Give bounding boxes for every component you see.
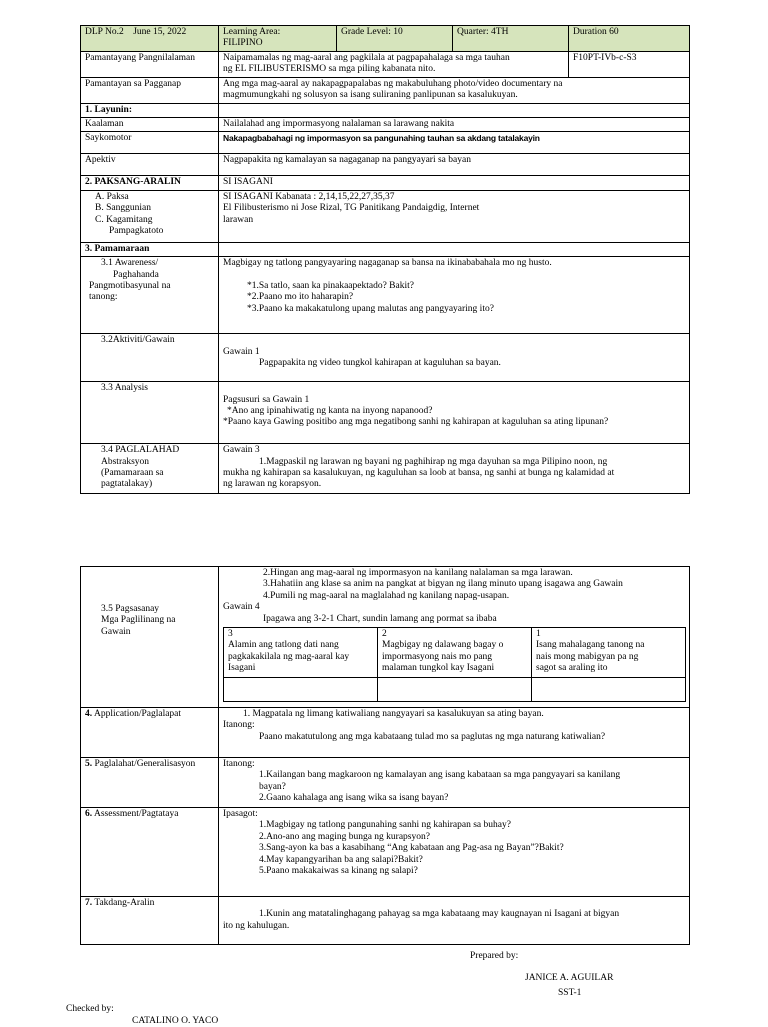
checked-by-label: Checked by: — [66, 1004, 114, 1014]
chart-321-header-row — [224, 627, 686, 677]
duration-cell: Duration 60 — [569, 26, 690, 52]
chart-321-table — [223, 627, 686, 702]
lesson-plan-table-2 — [80, 566, 690, 945]
chart-col-3: 3 Alamin ang tatlong dati nang pagkakakilala ng mag-aaral kay Isagani — [224, 627, 378, 677]
chart-col-2: 2 Magbigay ng dalawang bagay o impormasyong nais mo pang malaman tungkol kay Isagani — [378, 627, 532, 677]
pamantayang-pangnilalaman-row: Pamantayang Pangnilalaman Naipamamalas ng mag-aaral ang pagkilala at pagpapahalaga sa mga tauhan ng EL FILIBUSTERISMO sa mga piling kabanata nito. F10PT-IVb-c-S3 — [81, 52, 690, 78]
prepared-by-label: Prepared by: — [470, 951, 519, 961]
preparer-name: JANICE A. AGUILAR — [525, 973, 614, 983]
kaalaman-row: Kaalaman Nailalahad ang impormasyong nalalaman sa larawang nakita — [81, 117, 690, 131]
quarter-cell: Quarter: 4TH — [453, 26, 569, 52]
pamantayan-sa-pagganap-row: Pamantayan sa Pagganap Ang mga mag-aaral ay nakapagpapalabas ng makabuluhang photo/video documentary na magmumungkahi ng solusyon sa isang suliraning panlipunan sa kasalukuyan. — [81, 77, 690, 103]
preparer-position: SST-1 — [558, 988, 582, 998]
apektiv-row: Apektiv Nagpapakita ng kamalayan sa nagaganap na pangyayari sa bayan — [81, 154, 690, 176]
layunin-row: 1. Layunin: — [81, 103, 690, 117]
dlp-cell: DLP No.2 June 15, 2022 — [81, 26, 219, 52]
paksa-row: A. Paksa B. Sanggunian C. Kagamitang Pampagkatoto SI ISAGANI Kabanata : 2,14,15,22,27,35,37 El Filibusterismo ni Jose Rizal, TG Panitikang Pandaigdig, Internet larawan — [81, 190, 690, 242]
pagsasanay-row: 3.5 Pagsasanay Mga Paglilinang na Gawain 2.Hingan ang mag-aaral ng impormasyon na kanilang nalalaman sa mga larawan. 3.Hahatiin ang klase sa anim na pangkat at bigyan ng ilang minuto upang isagawa ang Gawain 4.Pumili ng mag-aaral na maglalahad ng kanilang napag-usapan. Gawain 4 Ipagawa ang 3-2-1 Chart, sundin lamang ang pormat sa ibaba 3 Alamin ang tatlong dati nang pagkakakilala ng mag-aaral kay Isagani 2 Magbigay ng dalawang bagay o impormasyong nais mo pang malaman tungkol kay Isagani 1 Isang mahalagang tanong na nais mong mabigyan pa ng sagot sa araling ito — [81, 567, 690, 708]
grade-level-cell: Grade Level: 10 — [337, 26, 453, 52]
application-row: 4. Application/Paglalapat 1. Magpatala ng limang katiwaliang nangyayari sa kasalukuyan sa ating bayan. Itanong: Paano makatutulong ang mga kabataang tulad mo sa paglutas ng mga naturang katiwalian? — [81, 708, 690, 758]
paksang-aralin-row: 2. PAKSANG-ARALIN SI ISAGANI — [81, 176, 690, 190]
paglalahad-row: 3.4 PAGLALAHAD Abstraksyon (Pamamaraan sa pagtatalakay) Gawain 3 1.Magpaskil ng larawan ng bayani ng paghihirap ng mga dayuhan sa mga Pilipino noon, ng mukha ng kahirapan sa kasalukuyan, ng kaguluhan sa loob at bansa, ng sanhi at bunga ng kalamidad at ng larawan ng korapsyon. — [81, 444, 690, 494]
awareness-row: 3.1 Awareness/ Paghahanda Pangmotibasyunal na tanong: Magbigay ng tatlong pangyayaring nagaganap sa bansa na ikinababahala mo ng husto. *1.Sa tatlo, saan ka pinakaapektado? Bakit? *2.Paano mo ito haharapin? *3.Paano ka makakatulong upang malutas ang pangyayaring ito? — [81, 257, 690, 334]
checker-name: CATALINO O. YACO — [132, 1016, 219, 1026]
lesson-plan-table-1 — [80, 25, 690, 494]
learning-area-cell: Learning Area: FILIPINO — [219, 26, 337, 52]
aktiviti-row: 3.2Aktiviti/Gawain Gawain 1 Pagpapakita ng video tungkol kahirapan at kaguluhan sa bayan. — [81, 334, 690, 382]
analysis-row: 3.3 Analysis Pagsusuri sa Gawain 1 *Ano ang ipinahiwatig ng kanta na inyong napanood? *Paano kaya Gawing positibo ang mga negatibong sanhi ng kahirapan at kaguluhan sa ating lipunan? — [81, 382, 690, 444]
header-row — [81, 26, 690, 52]
chart-321-empty-row — [224, 677, 686, 701]
pamamaraan-row: 3. Pamamaraan — [81, 242, 690, 256]
generalisasyon-row: 5. Paglalahat/Generalisasyon Itanong: 1.Kailangan bang magkaroon ng kamalayan ang isang kabataan sa mga pangyayari sa kanilang bayan? 2.Gaano kahalaga ang isang wika sa isang bayan? — [81, 758, 690, 808]
chart-col-1: 1 Isang mahalagang tanong na nais mong mabigyan pa ng sagot sa araling ito — [532, 627, 686, 677]
takdang-aralin-row: 7. Takdang-Aralin 1.Kunin ang matatalinghagang pahayag sa mga kabataang may kaugnayan ni Isagani at bigyan ito ng kahulugan. — [81, 897, 690, 945]
saykomotor-row: Saykomotor Nakapagbabahagi ng impormasyon sa pangunahing tauhan sa akdang tatalakayin — [81, 132, 690, 154]
assessment-row: 6. Assessment/Pagtataya Ipasagot: 1.Magbigay ng tatlong pangunahing sanhi ng kahirapan sa buhay? 2.Ano-ano ang maging bunga ng kurapsyon? 3.Sang-ayon ka bas a kasabihang “Ang kabataan ang Pag-asa ng Bayan”?Bakit? 4.May kapangyarihan ba ang salapi?Bakit? 5.Paano makakaiwas sa kinang ng salapi? — [81, 808, 690, 897]
